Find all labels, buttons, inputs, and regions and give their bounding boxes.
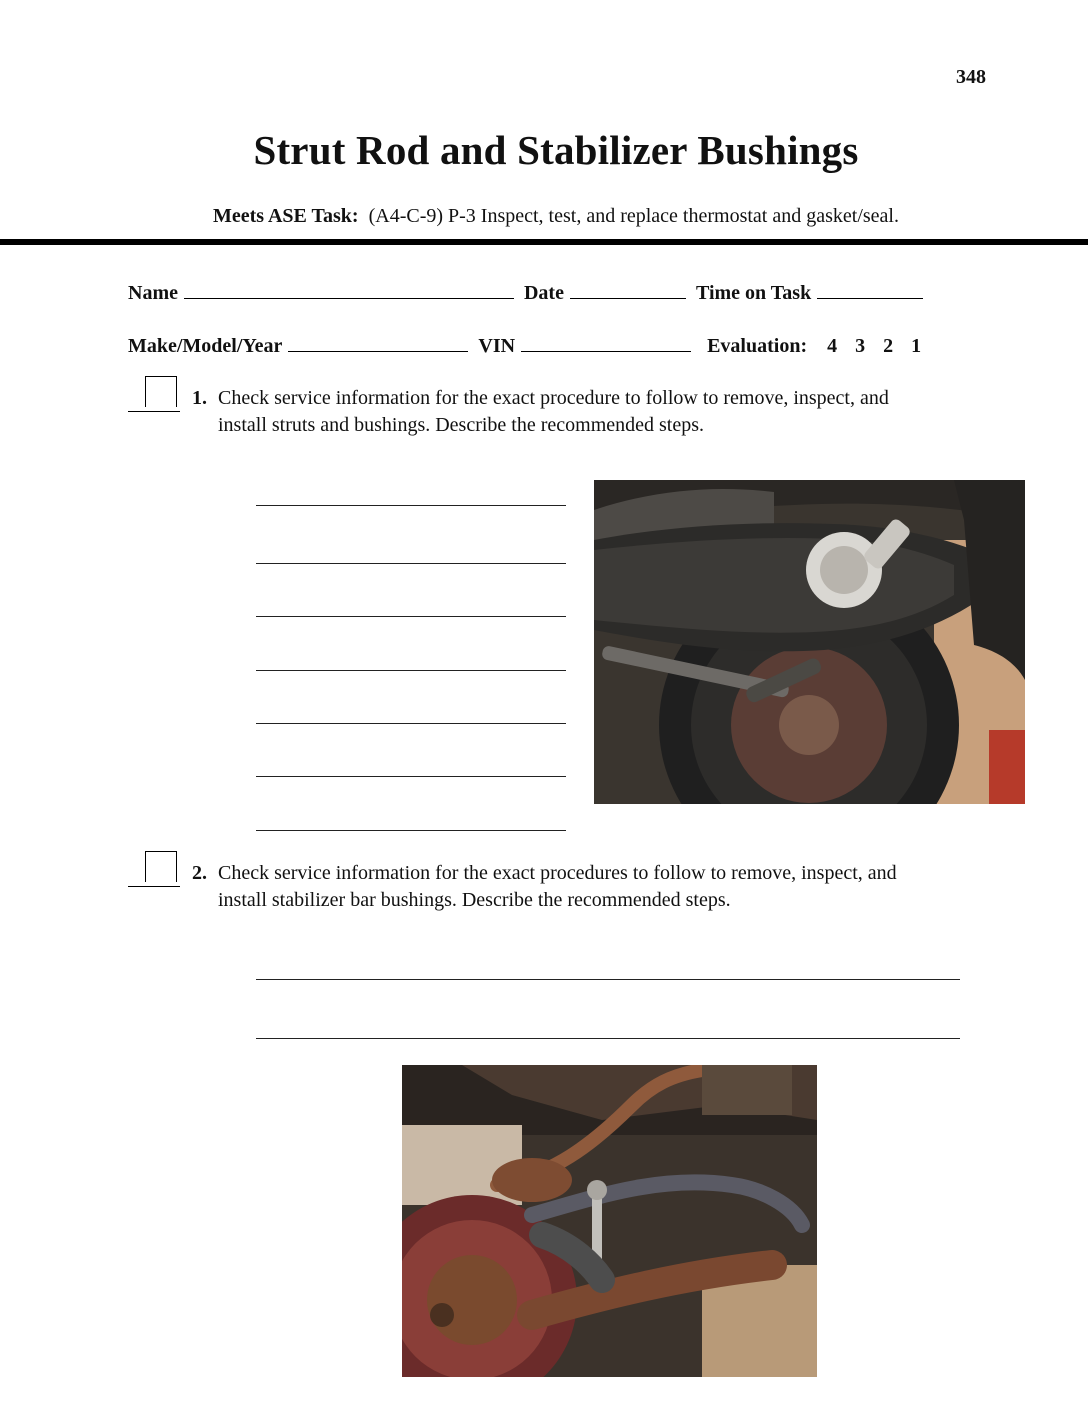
step-2-line-1: Check service information for the exact procedures to follow to remove, inspect, and <box>218 862 897 884</box>
vin-label: VIN <box>478 335 516 357</box>
step-1-number: 1. <box>192 387 207 409</box>
step-1-text <box>218 385 958 439</box>
strut-rod-bushing-photo <box>594 480 1025 804</box>
page-title: Strut Rod and Stabilizer Bushings <box>253 127 859 173</box>
step-1-answer-line[interactable] <box>256 616 566 617</box>
strut-rod-bushing-illustration <box>594 480 1025 804</box>
step-2-answer-line[interactable] <box>256 979 960 980</box>
time-on-task-label: Time on Task <box>695 282 812 304</box>
evaluation-label: Evaluation: <box>707 335 808 357</box>
ase-task-text: (A4-C-9) P-3 Inspect, test, and replace thermostat and gasket/seal. <box>368 205 899 227</box>
info-row-1 <box>128 280 933 305</box>
make-model-year-field[interactable] <box>288 333 468 352</box>
stabilizer-bar-bushing-illustration <box>402 1065 817 1377</box>
stabilizer-bar-bushing-photo <box>402 1065 817 1377</box>
step-1-answer-line[interactable] <box>256 505 566 506</box>
step-1-answer-line[interactable] <box>256 723 566 724</box>
make-model-year-label: Make/Model/Year <box>128 335 283 357</box>
header-divider <box>0 239 1088 245</box>
date-field[interactable] <box>570 280 686 299</box>
page-number: 348 <box>956 66 986 88</box>
evaluation-option-3[interactable]: 3 <box>855 335 866 357</box>
name-field[interactable] <box>184 280 514 299</box>
info-row-2 <box>128 333 921 358</box>
name-label: Name <box>128 282 178 304</box>
ase-task-label: Meets ASE Task: <box>213 205 359 227</box>
step-2-text <box>218 860 958 914</box>
step-1-answer-line[interactable] <box>256 563 566 564</box>
vin-field[interactable] <box>521 333 691 352</box>
evaluation-option-1[interactable]: 1 <box>911 335 922 357</box>
step-1-line-1: Check service information for the exact procedure to follow to remove, inspect, and <box>218 387 889 409</box>
evaluation-option-2[interactable]: 2 <box>883 335 894 357</box>
ase-task-line <box>0 205 1088 228</box>
date-label: Date <box>523 282 564 304</box>
step-1-answer-line[interactable] <box>256 830 566 831</box>
step-1-checkbox[interactable] <box>128 376 182 412</box>
step-2-checkbox[interactable] <box>128 851 182 887</box>
step-1-answer-line[interactable] <box>256 776 566 777</box>
step-2 <box>192 860 897 911</box>
step-2-line-2: install stabilizer bar bushings. Describe the recommended steps. <box>218 889 731 911</box>
step-1-answer-line[interactable] <box>256 670 566 671</box>
time-on-task-field[interactable] <box>817 280 923 299</box>
step-2-number: 2. <box>192 862 207 884</box>
step-2-answer-line[interactable] <box>256 1038 960 1039</box>
evaluation-option-4[interactable]: 4 <box>827 335 838 357</box>
step-1 <box>192 385 889 436</box>
step-1-line-2: install struts and bushings. Describe the recommended steps. <box>218 414 705 436</box>
